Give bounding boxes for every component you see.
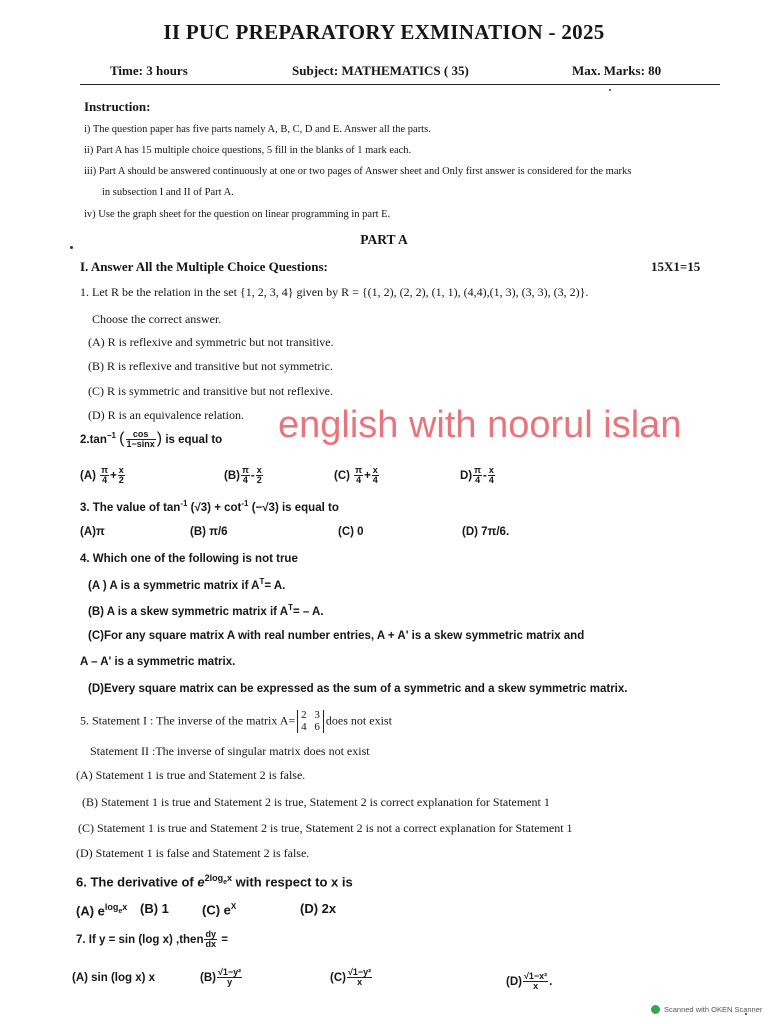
question-4-option: (B) A is a skew symmetric matrix if $A^T= - A$. [88,603,324,618]
question-3-option: (A)π [80,526,105,538]
scanner-logo-icon [651,1005,660,1014]
instruction-item: ii) Part A has 15 multiple choice questions, 5 fill in the blanks of 1 mark each. [84,145,412,156]
scan-speck [609,89,611,91]
question-2-option: D) $\frac{\pi}{4}$ - $\frac{x}{4}$ [460,465,494,486]
question-4-option-continued: A – A' is a symmetric matrix. [80,656,236,668]
scan-speck [70,246,73,249]
question-2-option: (B) $\frac{\pi}{4}$ - $\frac{x}{2}$ [224,465,262,486]
page-title: II PUC PREPARATORY EXMINATION - 2025 [163,20,605,44]
question-7-option: (C) $\frac{\text{√1−y²}}{x}$ [330,967,372,988]
watermark-text: english with noorul islan [278,404,682,446]
question-6-option: (C) $e^X$ [202,902,237,918]
instruction-item: in subsection I and II of Part A. [102,187,234,198]
question-4-option: (D)Every square matrix can be expressed as the sum of a symmetric and a skew symmetric matrix. [88,683,628,695]
question-6-option: (A) $e^{log_ex}$ [76,902,128,919]
question-2-frac-den: 1−sinx [126,439,155,450]
question-6-option: (B) 1 [140,901,169,916]
question-2-suffix: is equal to [165,434,223,446]
question-5-statement-2: Statement II :The inverse of singular matrix does not exist [90,744,370,758]
question-2-frac-num: cos [126,430,156,440]
question-2-option: (C) $\frac{\pi}{4}$ + $\frac{x}{4}$ [334,465,378,486]
instruction-heading: Instruction: [84,99,151,114]
question-1-stem: 1. Let R be the relation in the set {1, 2, 3, 4} given by R = {(1, 2), (2, 2), (1, 1), (4,4),(1, 3), (3, 3), (3, 2)}. [80,285,589,299]
question-3-option: (C) 0 [338,526,364,538]
scanner-stamp-text: Scanned with OKEN Scanner [664,1005,763,1014]
question-7-option: (A) sin (log x) x [72,972,156,984]
question-2-prefix: 2.tan [80,434,107,446]
scanner-stamp [651,1005,762,1014]
question-3-option: (D) 7π/6. [462,526,510,538]
question-5-option: (B) Statement 1 is true and Statement 2 is true, Statement 2 is correct explanation for Statement 1 [82,795,550,809]
subject-label: Subject: MATHEMATICS ( 35) [292,63,469,78]
header-divider [80,84,720,85]
instruction-item: i) The question paper has five parts namely A, B, C, D and E. Answer all the parts. [84,124,431,135]
part-heading: PART A [360,232,408,247]
question-5-option: (D) Statement 1 is false and Statement 2 is false. [76,846,310,860]
time-label: Time: 3 hours [110,63,188,78]
section-title: I. Answer All the Multiple Choice Questions: [80,259,328,274]
question-4-option: (A ) A is a symmetric matrix if $A^T= A$. [88,577,286,592]
question-1-option: (A) R is reflexive and symmetric but not transitive. [88,335,334,349]
section-marks: 15X1=15 [651,259,701,274]
question-6-option: (D) 2x [300,901,337,916]
question-5-option: (C) Statement 1 is true and Statement 2 is true, Statement 2 is not a correct explanation for Statement 1 [78,821,573,835]
question-3-option: (B) π/6 [190,526,228,538]
question-2-option: (A) $\frac{\pi}{4}$ + $\frac{x}{2}$ [80,465,124,486]
question-1-instruction: Choose the correct answer. [92,312,222,326]
question-1-option: (C) R is symmetric and transitive but not reflexive. [88,384,333,398]
max-marks-label: Max. Marks: 80 [572,63,662,78]
question-4-stem: 4. Which one of the following is not true [80,553,298,565]
question-7-option: (B) $\frac{\text{√1−y²}}{y}$ [200,967,242,988]
instruction-item: iv) Use the graph sheet for the question on linear programming in part E. [84,209,391,220]
question-5-stem: 5. Statement I : The inverse of the matrix A= 2 3 4 6 does not exist [80,709,392,733]
question-6-stem: 6. The derivative of $e^{2log_ex}$ with respect to x is [76,873,353,890]
question-3-stem: 3. The value of $\tan^{-1} (√3) + \cot^{-1} (-√3)$ is equal to [80,499,339,514]
question-4-option: (C)For any square matrix A with real number entries, A + A' is a skew symmetric matrix and [88,630,585,642]
question-1-option: (D) R is an equivalence relation. [88,408,244,422]
question-1-option: (B) R is reflexive and transitive but not symmetric. [88,359,333,373]
question-7-stem: 7. If y = sin (log x) ,then $\frac{dy}{dx}$ = [76,929,228,950]
instruction-item: iii) Part A should be answered continuously at one or two pages of Answer sheet and Only first answer is considered for the marks [84,166,632,177]
question-2-sup: −1 [106,431,116,441]
question-7-option: (D) $\frac{\text{√1−x²}}{x}$ . [506,971,553,992]
question-5-option: (A) Statement 1 is true and Statement 2 is false. [76,768,306,782]
question-2-stem: $2.\tan^{-1}$ ( $\frac{\cos}{1-\sin x}$ ) is equal to [80,429,223,450]
matrix: 2 3 4 6 [297,710,324,733]
